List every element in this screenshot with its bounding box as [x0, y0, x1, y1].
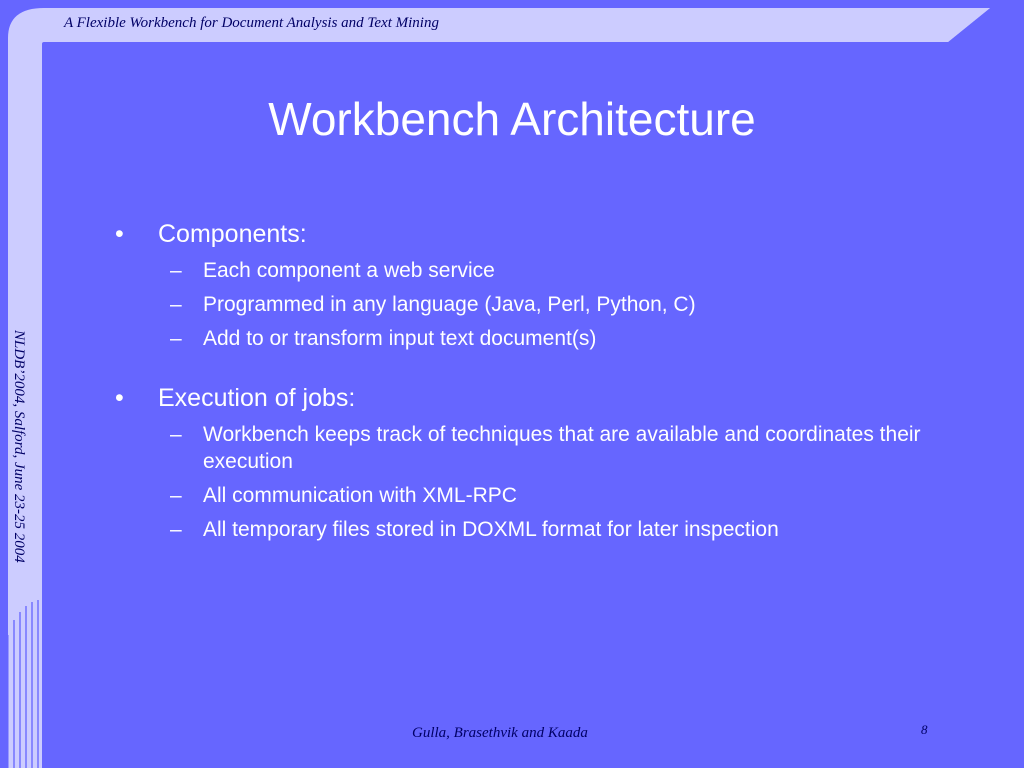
sub-bullet-item [115, 516, 975, 543]
dash-icon: – [170, 518, 182, 541]
sidebar-conference-text: NLDB’2004, Salford, June 23-25 2004 [11, 330, 27, 563]
sub-bullet-text: Workbench keeps track of techniques that are available and coordinates their execution [203, 423, 921, 473]
bullet-item [115, 218, 975, 250]
footer-authors: Gulla, Brasethvik and Kaada [412, 725, 588, 741]
dash-icon: – [170, 293, 182, 316]
dash-icon: – [170, 484, 182, 507]
bullet-text: Components: [158, 220, 307, 248]
sub-bullet-item [115, 325, 975, 352]
sub-bullet-text: Programmed in any language (Java, Perl, Python, C) [203, 293, 696, 316]
header-title: A Flexible Workbench for Document Analysis and Text Mining [64, 15, 439, 31]
bullet-group-execution [115, 382, 975, 543]
sub-bullet-text: All communication with XML-RPC [203, 484, 517, 507]
sub-bullet-text: Each component a web service [203, 259, 495, 282]
bullet-icon: • [115, 220, 124, 248]
bullet-icon: • [115, 384, 124, 412]
dash-icon: – [170, 423, 182, 446]
bullet-item [115, 382, 975, 414]
page-number: 8 [921, 722, 928, 737]
bullet-group-components [115, 218, 975, 352]
slide-title: Workbench Architecture [268, 93, 756, 145]
sub-bullet-item [115, 257, 975, 284]
sub-bullet-item [115, 291, 975, 318]
dash-icon: – [170, 259, 182, 282]
slide-content [115, 218, 975, 557]
bullet-text: Execution of jobs: [158, 384, 356, 412]
sub-bullet-text: Add to or transform input text document(s) [203, 327, 597, 350]
sub-bullet-item [115, 482, 975, 509]
dash-icon: – [170, 327, 182, 350]
sub-bullet-text: All temporary files stored in DOXML format for later inspection [203, 518, 779, 541]
sub-bullet-item [115, 421, 923, 475]
